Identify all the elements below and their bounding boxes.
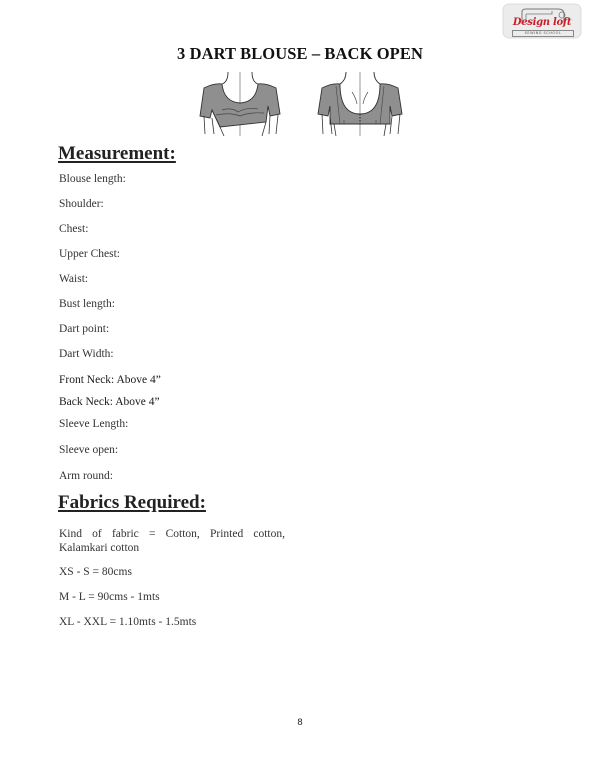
logo-name: Design loft <box>512 17 572 28</box>
blouse-front-illustration <box>194 72 286 141</box>
measurement-item-blouse-length: Blouse length: <box>59 173 126 185</box>
measurement-item-sleeve-open: Sleeve open: <box>59 444 119 456</box>
fabric-size-m-l: M - L = 90cms - 1mts <box>59 591 160 603</box>
measurement-item-dart-width: Dart Width: <box>59 348 114 360</box>
fabric-kind-text: Kind of fabric = Cotton, Printed cotton, Kalamkari cotton <box>59 528 285 554</box>
measurement-item-shoulder: Shoulder: <box>59 198 104 210</box>
measurement-item-upper-chest: Upper Chest: <box>59 248 121 260</box>
logo-subtitle: SEWING SCHOOL <box>512 30 574 37</box>
measurement-item-arm-round: Arm round: <box>59 470 113 482</box>
fabrics-heading: Fabrics Required: <box>58 492 206 513</box>
design-loft-logo <box>502 2 582 40</box>
measurement-item-chest: Chest: <box>59 223 89 235</box>
fabric-size-xl-xxl: XL - XXL = 1.10mts - 1.5mts <box>59 616 197 628</box>
fabric-size-xs-s: XS - S = 80cms <box>59 566 132 578</box>
measurement-item-sleeve-length: Sleeve Length: <box>59 418 129 430</box>
measurement-item-bust-length: Bust length: <box>59 298 115 310</box>
page-title: 3 DART BLOUSE – BACK OPEN <box>177 44 423 63</box>
blouse-back-illustration <box>314 72 406 141</box>
measurement-item-dart-point: Dart point: <box>59 323 110 335</box>
measurement-item-back-neck: Back Neck: Above 4” <box>59 396 160 408</box>
measurement-item-front-neck: Front Neck: Above 4” <box>59 374 161 386</box>
page-number: 8 <box>297 717 303 728</box>
measurement-heading: Measurement: <box>58 143 176 164</box>
measurement-item-waist: Waist: <box>59 273 89 285</box>
